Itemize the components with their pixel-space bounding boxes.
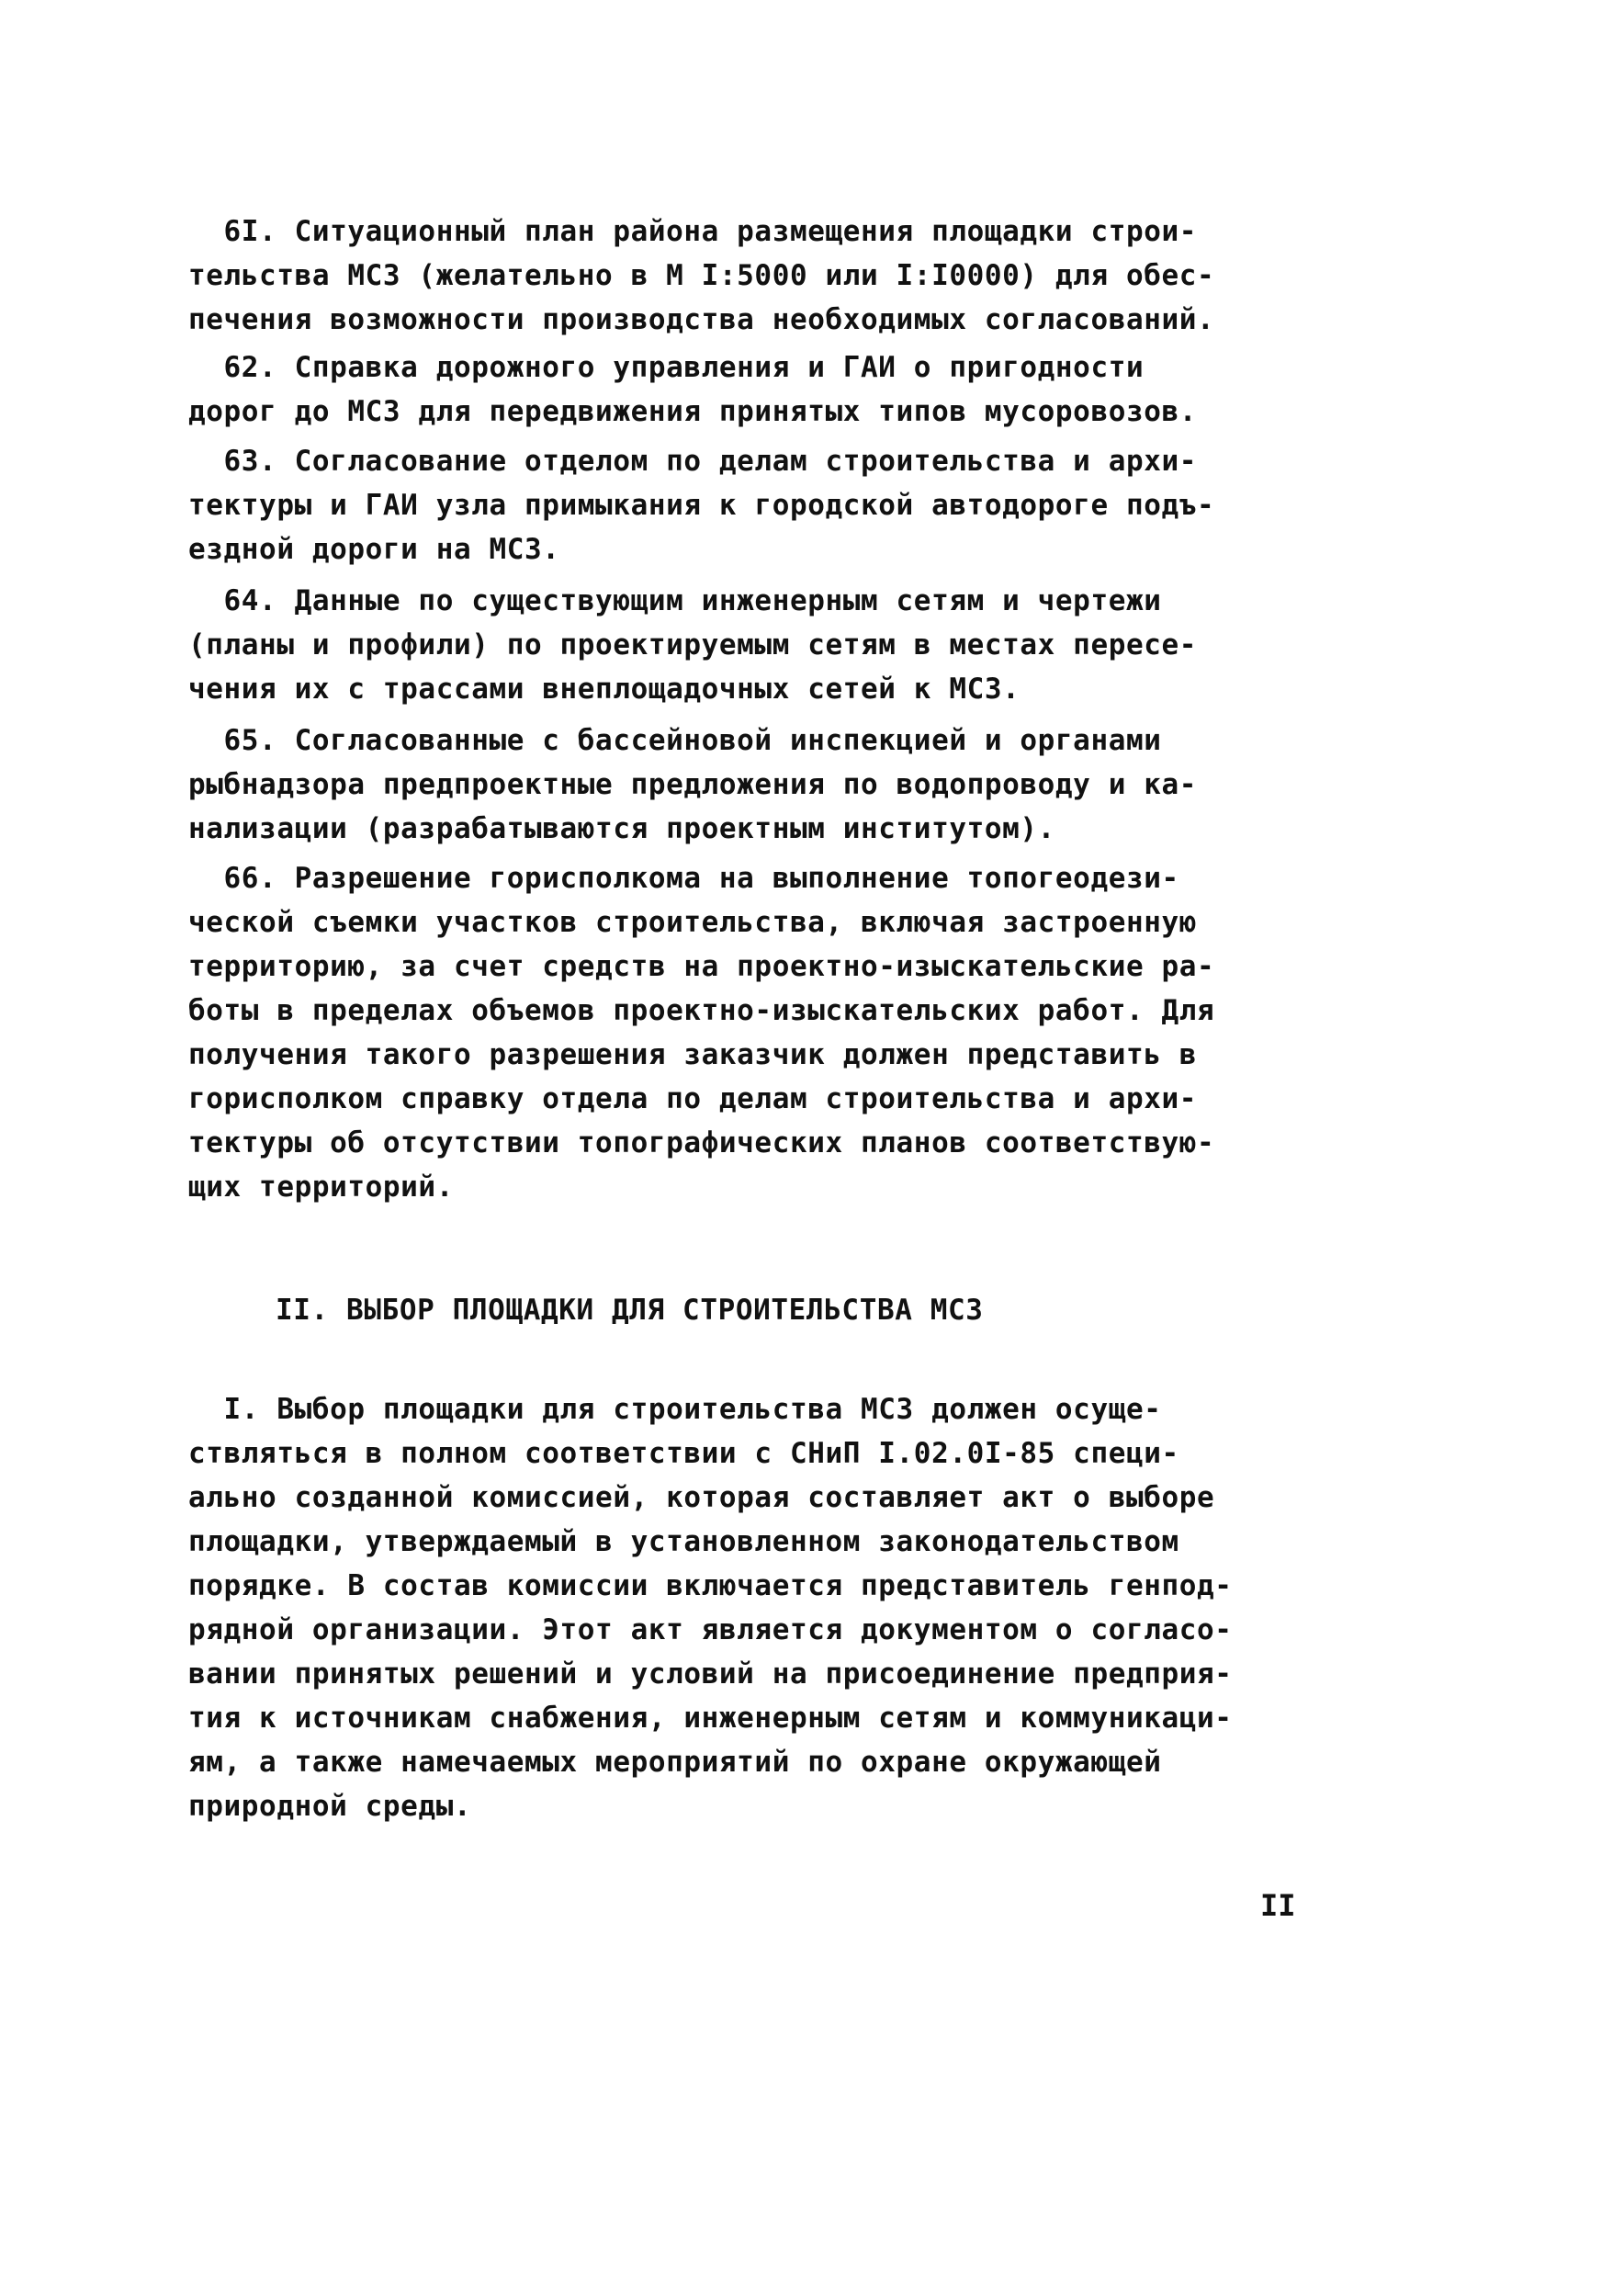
item-63-line-2: тектуры и ГАИ узла примыкания к городской автодороге подъ-	[188, 489, 1215, 522]
item-66-line-3: территорию, за счет средств на проектно-изыскательские ра-	[188, 950, 1215, 983]
item-64-line-1: 64. Данные по существующим инженерным сетям и чертежи	[188, 584, 1162, 617]
section-heading: II. ВЫБОР ПЛОЩАДКИ ДЛЯ СТРОИТЕЛЬСТВА МСЗ	[276, 1294, 984, 1327]
paragraph-line-5: порядке. В состав комиссии включается представитель генпод-	[188, 1569, 1233, 1602]
paragraph-line-8: тия к источникам снабжения, инженерным сетям и коммуникаци-	[188, 1702, 1233, 1735]
paragraph-line-10: природной среды.	[188, 1790, 472, 1823]
page-number: II	[1260, 1888, 1296, 1923]
list-item-64	[188, 579, 1327, 711]
paragraph-line-7: вании принятых решений и условий на присоединение предприя-	[188, 1657, 1233, 1691]
item-64-line-2: (планы и профили) по проектируемым сетям в местах пересе-	[188, 628, 1198, 662]
paragraph-line-2: ствляться в полном соответствии с СНиП I.02.0I-85 специ-	[188, 1437, 1179, 1470]
section-paragraph	[188, 1387, 1327, 1828]
item-66-line-5: получения такого разрешения заказчик должен представить в	[188, 1038, 1198, 1071]
list-item-63	[188, 439, 1327, 571]
item-61-line-3: печения возможности производства необходимых согласований.	[188, 303, 1215, 336]
paragraph-line-3: ально созданной комиссией, которая составляет акт о выборе	[188, 1481, 1215, 1514]
item-61-line-1: 6I. Ситуационный план района размещения площадки строи-	[188, 215, 1198, 248]
item-62-line-1: 62. Справка дорожного управления и ГАИ о пригодности	[188, 351, 1145, 384]
item-66-line-2: ческой съемки участков строительства, включая застроенную	[188, 906, 1198, 939]
item-62-line-2: дорог до МСЗ для передвижения принятых типов мусоровозов.	[188, 395, 1198, 428]
list-item-62	[188, 345, 1327, 434]
item-61-line-2: тельства МСЗ (желательно в М I:5000 или I:I0000) для обес-	[188, 259, 1215, 292]
item-65-line-1: 65. Согласованные с бассейновой инспекцией и органами	[188, 724, 1162, 757]
item-66-line-7: тектуры об отсутствии топографических планов соответствую-	[188, 1126, 1215, 1159]
item-66-line-1: 66. Разрешение горисполкома на выполнение топогеодези-	[188, 862, 1179, 895]
item-63-line-3: ездной дороги на МСЗ.	[188, 533, 560, 566]
item-66-line-8: щих территорий.	[188, 1171, 454, 1204]
item-66-line-4: боты в пределах объемов проектно-изыскательских работ. Для	[188, 994, 1215, 1027]
paragraph-line-1: I. Выбор площадки для строительства МСЗ должен осуще-	[188, 1393, 1162, 1426]
paragraph-line-4: площадки, утверждаемый в установленном законодательством	[188, 1525, 1179, 1558]
list-item-65	[188, 718, 1327, 851]
list-item-66	[188, 856, 1327, 1209]
item-65-line-2: рыбнадзора предпроектные предложения по водопроводу и ка-	[188, 768, 1198, 801]
list-item-61	[188, 209, 1327, 342]
item-66-line-6: горисполком справку отдела по делам строительства и архи-	[188, 1082, 1198, 1115]
item-63-line-1: 63. Согласование отделом по делам строительства и архи-	[188, 445, 1198, 478]
item-64-line-3: чения их с трассами внеплощадочных сетей к МСЗ.	[188, 673, 1021, 706]
item-65-line-3: нализации (разрабатываются проектным институтом).	[188, 812, 1055, 845]
paragraph-line-9: ям, а также намечаемых мероприятий по охране окружающей	[188, 1746, 1162, 1779]
paragraph-line-6: рядной организации. Этот акт является документом о согласо-	[188, 1613, 1233, 1646]
